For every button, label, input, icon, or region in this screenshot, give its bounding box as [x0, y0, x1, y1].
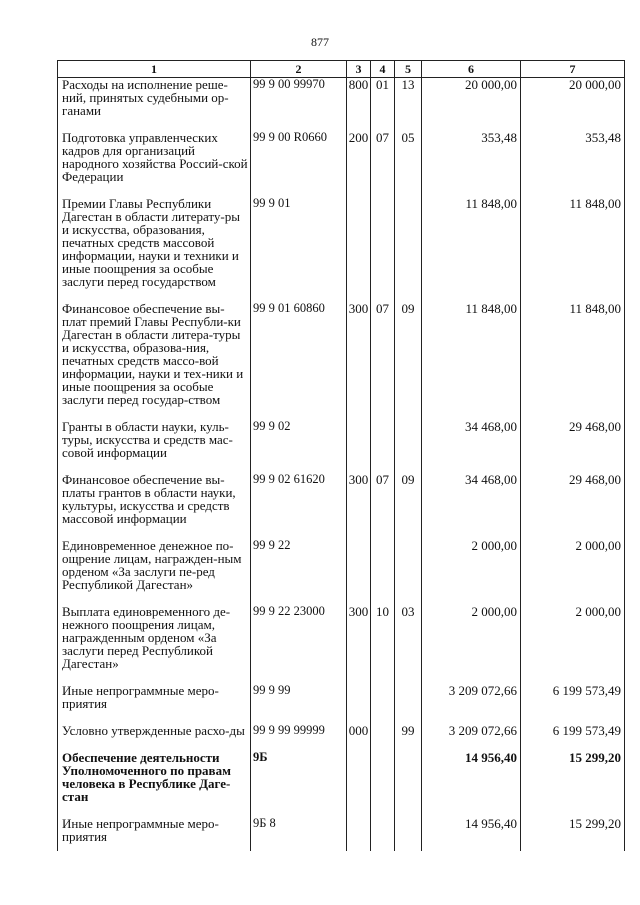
- row-amount-2: 2 000,00: [521, 539, 625, 605]
- col-header-3: 3: [347, 61, 371, 78]
- row-code: 9Б 8: [251, 817, 347, 851]
- row-subsection: 09: [395, 302, 422, 420]
- row-amount-2: 11 848,00: [521, 302, 625, 420]
- row-code: 99 9 99 99999: [251, 724, 347, 751]
- row-type: [347, 817, 371, 851]
- row-amount-1: 3 209 072,66: [422, 724, 521, 751]
- row-type: 800: [347, 78, 371, 132]
- row-section: [371, 197, 395, 302]
- table-row: [58, 473, 625, 539]
- row-amount-1: 2 000,00: [422, 605, 521, 684]
- table-row: [58, 817, 625, 851]
- row-type: 300: [347, 605, 371, 684]
- row-name: Расходы на исполнение реше-ний, принятых судебными ор-ганами: [58, 78, 251, 132]
- row-subsection: [395, 684, 422, 724]
- row-amount-1: 34 468,00: [422, 473, 521, 539]
- table-row: [58, 539, 625, 605]
- row-section: 01: [371, 78, 395, 132]
- row-section: 07: [371, 302, 395, 420]
- row-section: [371, 684, 395, 724]
- row-amount-1: 14 956,40: [422, 751, 521, 817]
- col-header-6: 6: [422, 61, 521, 78]
- row-subsection: [395, 197, 422, 302]
- row-name: Подготовка управленческих кадров для организаций народного хозяйства Россий-ской Федерации: [58, 131, 251, 197]
- row-code: 99 9 22: [251, 539, 347, 605]
- table-row: [58, 684, 625, 724]
- row-amount-2: 20 000,00: [521, 78, 625, 132]
- row-section: [371, 539, 395, 605]
- row-type: [347, 684, 371, 724]
- header-row: [58, 61, 625, 78]
- table-row: [58, 197, 625, 302]
- row-code: 99 9 00 99970: [251, 78, 347, 132]
- row-subsection: 99: [395, 724, 422, 751]
- row-amount-2: 11 848,00: [521, 197, 625, 302]
- page-number: 877: [311, 35, 329, 49]
- row-amount-2: 15 299,20: [521, 751, 625, 817]
- row-type: [347, 420, 371, 473]
- col-header-4: 4: [371, 61, 395, 78]
- row-section: 07: [371, 473, 395, 539]
- row-subsection: 03: [395, 605, 422, 684]
- col-header-7: 7: [521, 61, 625, 78]
- row-amount-2: 29 468,00: [521, 473, 625, 539]
- row-code: 99 9 99: [251, 684, 347, 724]
- table-row: [58, 420, 625, 473]
- row-subsection: [395, 751, 422, 817]
- row-name: Единовременное денежное по-ощрение лицам, награжден-ным орденом «За заслуги пе-ред Республикой Дагестан»: [58, 539, 251, 605]
- row-code: 99 9 22 23000: [251, 605, 347, 684]
- row-section: [371, 751, 395, 817]
- row-amount-1: 11 848,00: [422, 197, 521, 302]
- row-amount-1: 353,48: [422, 131, 521, 197]
- row-subsection: 13: [395, 78, 422, 132]
- row-type: 300: [347, 473, 371, 539]
- table-row: [58, 724, 625, 751]
- row-subsection: [395, 817, 422, 851]
- table-row: [58, 302, 625, 420]
- row-name: Гранты в области науки, куль-туры, искусства и средств мас-совой информации: [58, 420, 251, 473]
- row-subsection: 05: [395, 131, 422, 197]
- row-amount-2: 2 000,00: [521, 605, 625, 684]
- row-name: Финансовое обеспечение вы-плат премий Главы Республи-ки Дагестан в области литера-туры и искусства, образова-ния, печатных средств массо-вой информации, науки и тех-ники и иные поощрения за особые заслуги перед государ-ством: [58, 302, 251, 420]
- row-amount-2: 15 299,20: [521, 817, 625, 851]
- row-name: Премии Главы Республики Дагестан в области литерату-ры и искусства, образования, печатных средств массовой информации, науки и техники и иные поощрения за особые заслуги перед государством: [58, 197, 251, 302]
- row-type: [347, 539, 371, 605]
- col-header-2: 2: [251, 61, 347, 78]
- row-section: [371, 817, 395, 851]
- row-code: 99 9 02 61620: [251, 473, 347, 539]
- row-subsection: [395, 420, 422, 473]
- row-amount-2: 6 199 573,49: [521, 684, 625, 724]
- row-type: [347, 751, 371, 817]
- row-type: 000: [347, 724, 371, 751]
- table-row: [58, 751, 625, 817]
- row-amount-1: 2 000,00: [422, 539, 521, 605]
- table-row: [58, 131, 625, 197]
- budget-table: [57, 60, 625, 851]
- row-name: Условно утвержденные расхо-ды: [58, 724, 251, 751]
- row-name: Иные непрограммные меро-приятия: [58, 817, 251, 851]
- row-amount-1: 14 956,40: [422, 817, 521, 851]
- row-code: 99 9 01: [251, 197, 347, 302]
- row-section: 10: [371, 605, 395, 684]
- table-row: [58, 78, 625, 132]
- row-amount-1: 11 848,00: [422, 302, 521, 420]
- row-code: 9Б: [251, 751, 347, 817]
- row-section: [371, 724, 395, 751]
- row-name: Иные непрограммные меро-приятия: [58, 684, 251, 724]
- row-subsection: [395, 539, 422, 605]
- row-type: [347, 197, 371, 302]
- row-type: 200: [347, 131, 371, 197]
- row-name: Выплата единовременного де-нежного поощрения лицам, награжденным орденом «За заслуги перед Республикой Дагестан»: [58, 605, 251, 684]
- row-type: 300: [347, 302, 371, 420]
- row-code: 99 9 01 60860: [251, 302, 347, 420]
- row-amount-2: 353,48: [521, 131, 625, 197]
- row-code: 99 9 00 R0660: [251, 131, 347, 197]
- row-section: [371, 420, 395, 473]
- row-subsection: 09: [395, 473, 422, 539]
- row-section: 07: [371, 131, 395, 197]
- row-amount-1: 34 468,00: [422, 420, 521, 473]
- row-amount-2: 6 199 573,49: [521, 724, 625, 751]
- row-amount-1: 20 000,00: [422, 78, 521, 132]
- table-row: [58, 605, 625, 684]
- col-header-5: 5: [395, 61, 422, 78]
- row-name: Обеспечение деятельности Уполномоченного по правам человека в Республике Даге-стан: [58, 751, 251, 817]
- row-name: Финансовое обеспечение вы-платы грантов в области науки, культуры, искусства и средств массовой информации: [58, 473, 251, 539]
- row-amount-2: 29 468,00: [521, 420, 625, 473]
- col-header-1: 1: [58, 61, 251, 78]
- row-code: 99 9 02: [251, 420, 347, 473]
- row-amount-1: 3 209 072,66: [422, 684, 521, 724]
